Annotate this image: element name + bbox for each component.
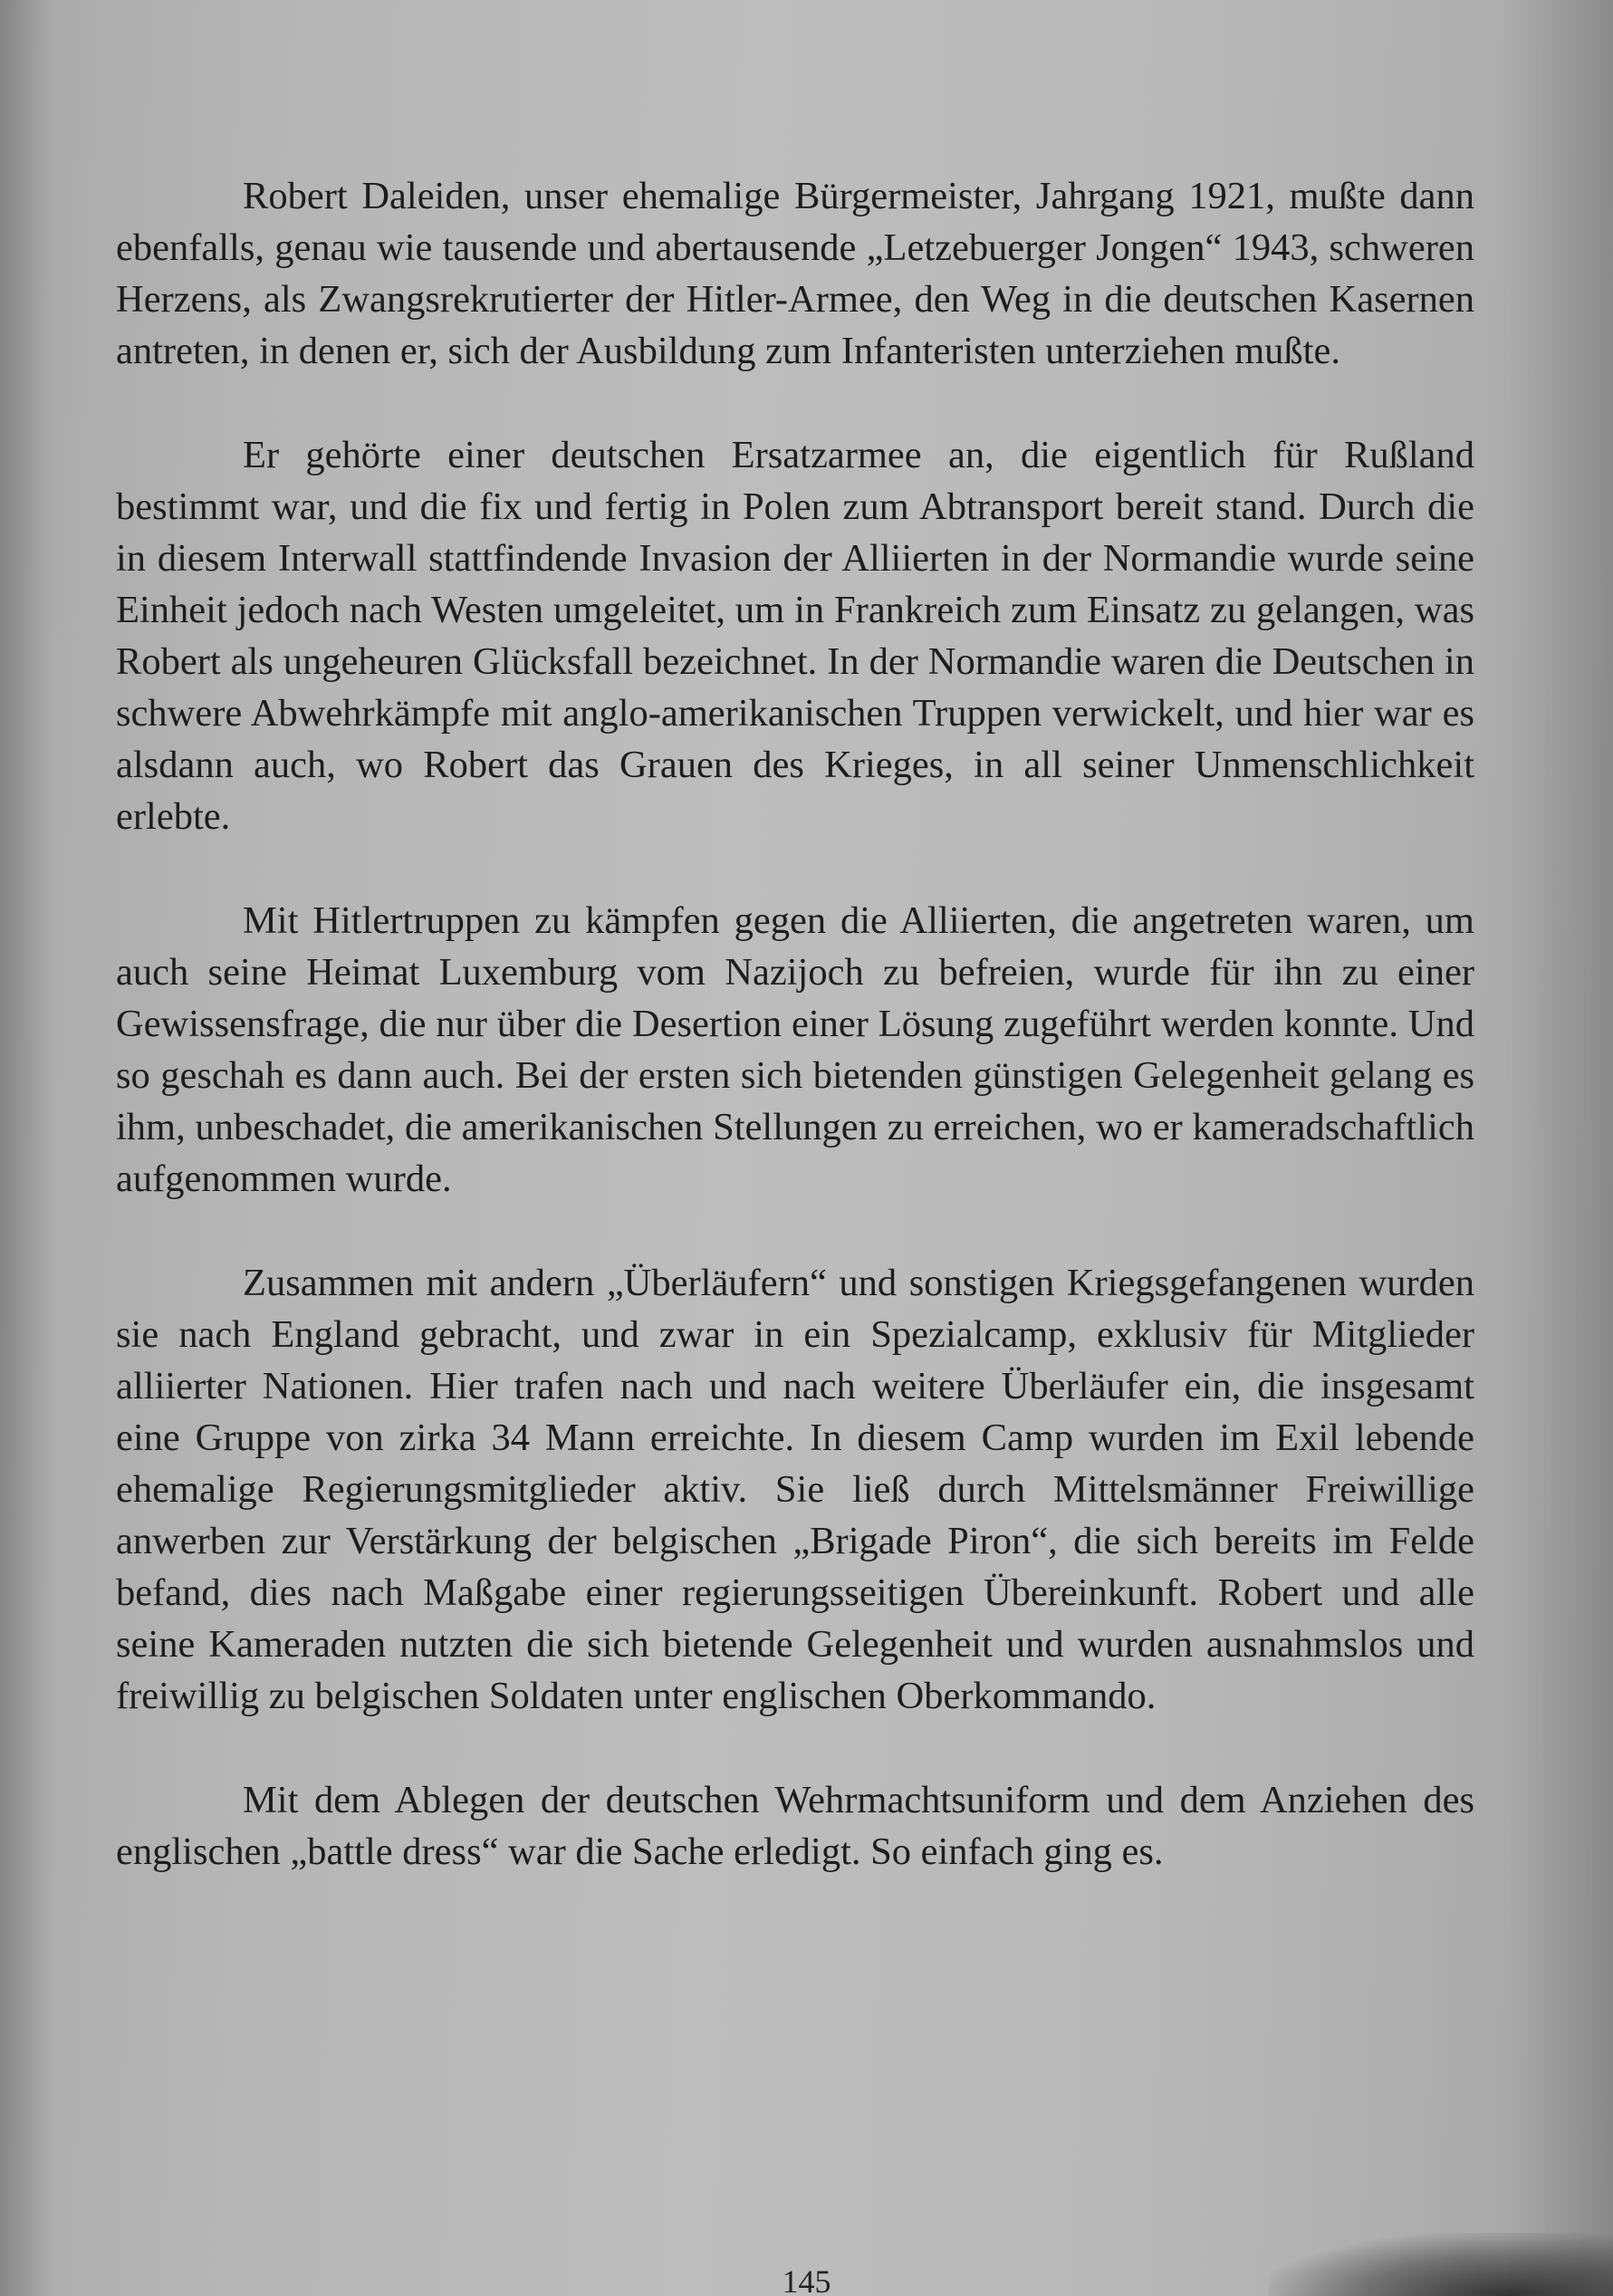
page-number: 145 [782, 2263, 831, 2296]
photo-shadow [1269, 2233, 1613, 2296]
paragraph: Er gehörte einer deutschen Ersatzarmee an, die eigentlich für Rußland bestimmt war, und die fix und fertig in Polen zum Abtransport bereit stand. Durch die in diesem Interwall stattfindende Invasion der Alliierten in der Normandie wurde seine Einheit jedoch nach Westen umgeleitet, um in Frankreich zum Einsatz zu gelangen, was Robert als ungeheuren Glücksfall bezeichnet. In der Normandie waren die Deutschen in schwere Abwehrkämpfe mit anglo-amerikanischen Truppen verwickelt, und hier war es alsdann auch, wo Robert das Grauen des Krieges, in all seiner Unmenschlichkeit erlebte. [116, 434, 1474, 838]
page-gutter-shadow [0, 0, 54, 2296]
paragraph: Mit Hitlertruppen zu kämpfen gegen die Alliierten, die angetreten waren, um auch seine Heimat Luxemburg vom Nazijoch zu befreien, wurde für ihn zu einer Gewissensfrage, die nur über die Desertion einer Lösung zugeführt werden konnte. Und so geschah es dann auch. Bei der ersten sich bietenden günstigen Gelegenheit gelang es ihm, unbeschadet, die amerikanischen Stellungen zu erreichen, wo er kameradschaftlich aufgenommen wurde. [116, 899, 1474, 1200]
body-text [116, 170, 1474, 1878]
paragraph: Robert Daleiden, unser ehemalige Bürgermeister, Jahrgang 1921, mußte dann ebenfalls, genau wie tausende und abertausende „Letzebuerger Jongen“ 1943, schweren Herzens, als Zwangsrekrutierter der Hitler-Armee, den Weg in die deutschen Kasernen antreten, in denen er, sich der Ausbildung zum Infanteristen unterziehen mußte. [116, 175, 1474, 372]
paragraph: Zusammen mit andern „Überläufern“ und sonstigen Kriegsgefangenen wurden sie nach England gebracht, und zwar in ein Spezialcamp, exklusiv für Mitglieder alliierter Nationen. Hier trafen nach und nach weitere Überläufer ein, die insgesamt eine Gruppe von zirka 34 Mann erreichte. In diesem Camp wurden im Exil lebende ehemalige Regierungsmitglieder aktiv. Sie ließ durch Mittelsmänner Freiwillige anwerben zur Verstärkung der belgischen „Brigade Piron“, die sich bereits im Felde befand, dies nach Maßgabe einer regierungsseitigen Übereinkunft. Robert und alle seine Kameraden nutzten die sich bietende Gelegenheit und wurden ausnahmslos und freiwillig zu belgischen Soldaten unter englischen Oberkommando. [116, 1262, 1474, 1717]
paragraph: Mit dem Ablegen der deutschen Wehrmachtsuniform und dem Anziehen des englischen „battle dress“ war die Sache erledigt. So einfach ging es. [116, 1779, 1474, 1873]
page-edge-shadow [1504, 0, 1613, 2296]
